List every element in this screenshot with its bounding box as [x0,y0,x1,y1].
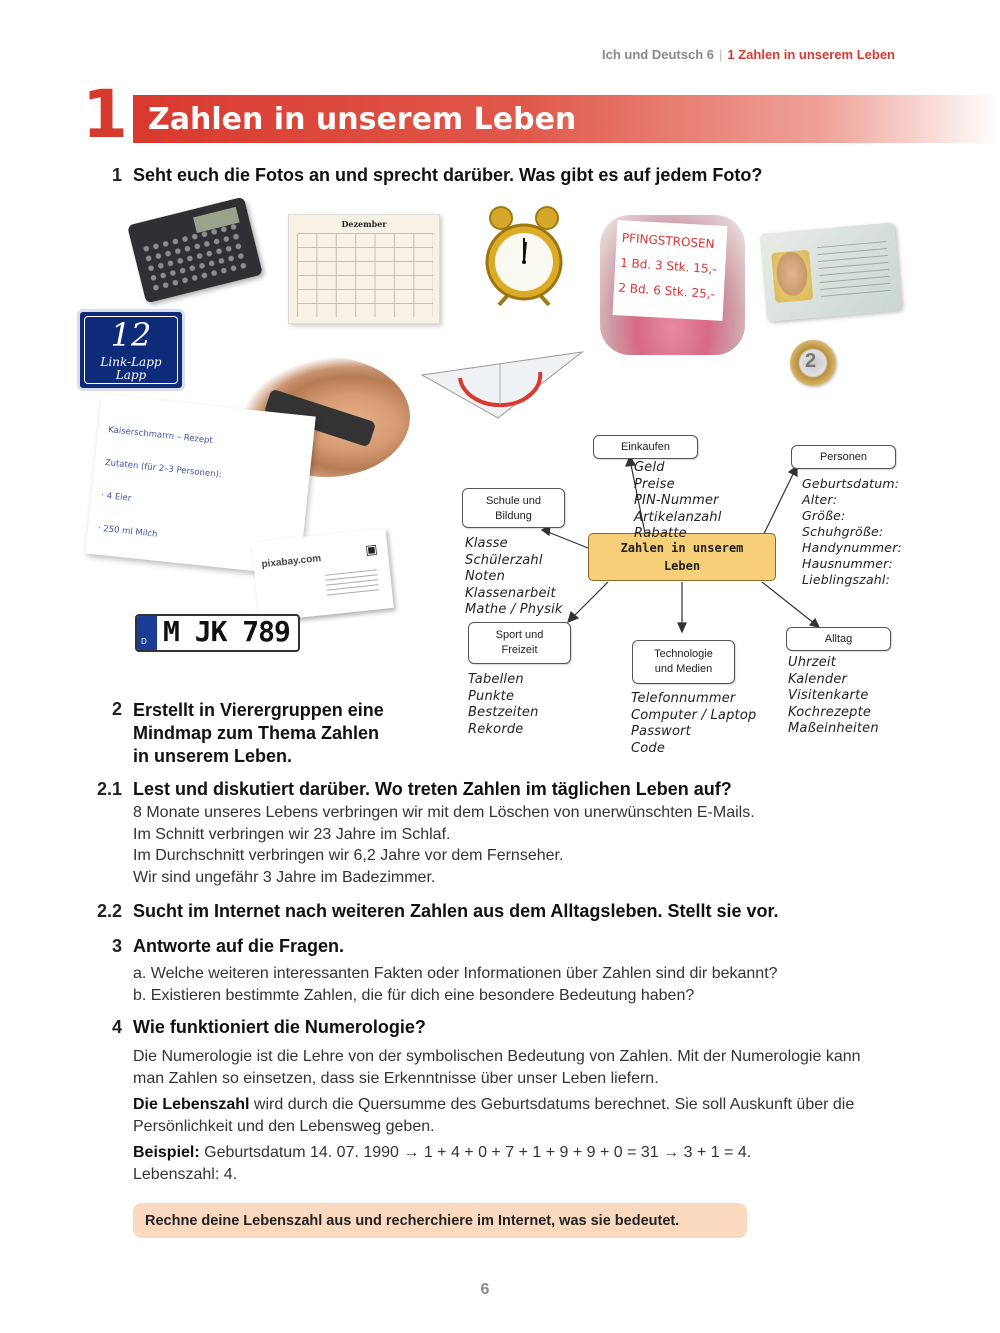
mindmap-item: Hausnummer: [802,556,893,571]
task-callout [133,1203,747,1238]
mindmap-list-alltag [788,655,879,738]
street-line-1: Link-Lapp [100,355,162,369]
mindmap-item: Klasse [465,536,508,551]
camera-icon: ▣ [364,541,379,558]
mindmap-item: Klassenarbeit [465,585,556,601]
fact-line: 8 Monate unseres Lebens verbringen wir mit dem Löschen von unerwünschten E-Mails. [133,804,755,821]
task-3-instruction: Antworte auf die Fragen. [133,936,345,956]
mindmap-item: Preise [634,476,675,492]
calculator-photo [127,197,263,304]
mindmap-center-line-2: Leben [663,559,701,573]
task-1-instruction: Seht euch die Fotos an und sprecht darüber. Was gibt es auf jedem Foto? [133,165,763,185]
mindmap-item: Uhrzeit [788,655,837,670]
mindmap-item: Alter: [802,492,838,507]
license-plate-photo [135,614,300,652]
mindmap-item: Punkte [468,688,515,704]
mindmap-item: Geld [634,460,665,475]
mindmap-item: Kochrezepte [788,704,872,720]
question-b: b. Existieren bestimmte Zahlen, die für dich eine besondere Bedeutung haben? [133,986,695,1004]
mindmap-item: Bestzeiten [468,705,539,720]
paragraph-line: man Zahlen so einsetzen, dass sie Erkenntnisse über unser Leben liefern. [133,1069,659,1087]
calendar-title: Dezember [341,219,387,229]
mindmap-node-sport [468,622,571,664]
mindmap-node-label: und Medien [654,663,713,675]
mindmap-node-personen: Personen [791,445,896,469]
task-2-1-instruction: Lest und diskutiert darüber. Wo treten Zahlen im täglichen Leben auf? [133,779,732,799]
mindmap-item: Telefonnummer [631,691,736,706]
book-title: Ich und Deutsch 6 [602,47,714,62]
mindmap-item: Kalender [788,671,848,687]
numerology-example [133,1142,751,1185]
mindmap-node-alltag: Alltag [786,627,891,651]
lebenszahl-term: Die Lebenszahl [133,1096,250,1113]
fact-line: Im Durchschnitt verbringen wir 6,2 Jahre vor dem Fernseher. [133,847,564,864]
task-2-line: Mindmap zum Thema Zahlen [133,723,380,743]
task-3-questions [133,963,778,1006]
mindmap-item: Computer / Laptop [631,707,757,723]
task-2-line: Erstellt in Vierergruppen eine [133,700,384,720]
chapter-title: Zahlen in unserem Leben [148,102,577,137]
chapter-ref: 1 Zahlen in unserem Leben [727,47,895,62]
set-square-photo [420,350,585,420]
mindmap-item: Tabellen [468,672,524,687]
numerology-paragraph-2 [133,1094,854,1137]
example-calculation: Geburtsdatum 14. 07. 1990 → 1 + 4 + 0 + 7 + 1 + 9 + 9 + 0 = 31 → 3 + 1 = 4. [199,1144,752,1161]
mindmap-item: Artikelanzahl [634,509,722,525]
calendar-photo [288,214,440,324]
paragraph-line: Die Numerologie ist die Lehre von der symbolischen Bedeutung von Zahlen. Mit der Numerologie kann [133,1048,861,1065]
mindmap-node-label: Freizeit [501,644,538,656]
page-number: 6 [480,1281,490,1298]
mindmap-center-line-1: Zahlen in unserem [620,541,744,555]
task-2-1-facts [133,802,755,888]
mindmap-item: Passwort [631,724,691,739]
mindmap-node-label: Schule und [485,495,542,507]
id-card-photo [759,222,901,321]
chapter-number: 1 [82,76,128,153]
mindmap-item: Mathe / Physik [465,602,563,617]
sign-line-2: 1 Bd. 3 Stk. 15,- [619,255,718,277]
task-4-instruction: Wie funktioniert die Numerologie? [133,1017,426,1037]
mindmap-item: Rekorde [468,721,524,737]
running-head: Ich und Deutsch 6 | 1 Zahlen in unserem Leben [602,47,895,62]
business-card-logo: pixabay.com [261,553,322,571]
mindmap-node-label: Sport und [495,629,544,641]
euro-coin-photo [790,340,836,386]
recipe-line: · 250 ml Milch [97,523,158,540]
mindmap-item: Noten [465,569,506,584]
mindmap-node-technologie [632,640,735,684]
numerology-paragraph-1 [133,1046,861,1089]
mindmap-item: Größe: [802,508,846,523]
coin-value: 2 [805,350,817,372]
task-2-2-instruction: Sucht im Internet nach weiteren Zahlen aus dem Alltagsleben. Stellt sie vor. [133,901,779,921]
mindmap-list-schule [465,536,563,619]
task-2-number: 2 [111,699,122,719]
house-number-sign-photo [77,309,185,391]
task-2-1-number: 2.1 [96,779,122,799]
task-2-instruction [133,699,384,768]
recipe-line: · 150 g Mehl [93,556,148,572]
plate-country: D [141,637,147,646]
recipe-line: Kaiserschmarrn – Rezept [107,425,214,447]
mindmap-item: Lieblingszahl: [802,572,891,587]
mindmap-node-einkaufen: Einkaufen [593,435,698,459]
mindmap-node-schule [462,488,565,528]
paragraph-line: Persönlichkeit und den Lebensweg geben. [133,1117,435,1135]
flower-price-sign-photo [600,215,745,355]
example-label: Beispiel: [133,1144,200,1161]
mindmap-list-personen [802,476,902,588]
mindmap-node-label: Bildung [495,510,532,522]
mindmap-item: PIN-Nummer [634,493,719,508]
task-3-number: 3 [111,936,122,956]
paragraph-line: wird durch die Quersumme des Geburtsdatums berechnet. Sie soll Auskunft über die [249,1096,855,1113]
task-1-number: 1 [111,165,122,185]
mindmap-list-einkaufen [634,460,722,543]
fact-line: Im Schnitt verbringen wir 23 Jahre im Schlaf. [133,825,451,843]
task-2-2-number: 2.2 [96,901,122,921]
mindmap-list-sport [468,672,539,738]
mindmap-item: Schülerzahl [465,552,543,568]
mindmap-item: Geburtsdatum: [802,476,900,491]
mindmap-list-technologie [631,691,756,757]
callout-text: Rechne deine Lebenszahl aus und recherchiere im Internet, was sie bedeutet. [145,1213,680,1229]
eu-band [137,616,157,650]
mindmap-item: Rabatte [634,526,687,541]
recipe-line: · 4 Eier [100,490,132,504]
house-number: 12 [110,316,152,354]
mindmap-node-label: Technologie [654,648,713,660]
task-4-number: 4 [111,1017,122,1037]
mindmap-item: Code [631,740,666,756]
mindmap-item: Visitenkarte [788,688,869,703]
plate-text: M JK 789 [163,615,290,648]
sign-line-3: 2 Bd. 6 Stk. 25,- [617,280,716,302]
business-card-photo [251,528,394,622]
alarm-clock-photo [485,206,563,306]
question-a: a. Welche weiteren interessanten Fakten oder Informationen über Zahlen sind dir bekannt? [133,965,778,982]
sign-line-1: PFINGSTROSEN [621,230,716,252]
recipe-line: Zutaten (für 2–3 Personen): [104,457,223,481]
fact-line: Wir sind ungefähr 3 Jahre im Badezimmer. [133,868,436,886]
mindmap-item: Maßeinheiten [788,721,879,736]
task-2-line: in unserem Leben. [133,746,293,766]
street-line-2: Lapp [115,368,147,382]
mindmap-item: Handynummer: [802,540,902,555]
mindmap-item: Schuhgröße: [802,524,884,539]
example-result: Lebenszahl: 4. [133,1165,238,1183]
